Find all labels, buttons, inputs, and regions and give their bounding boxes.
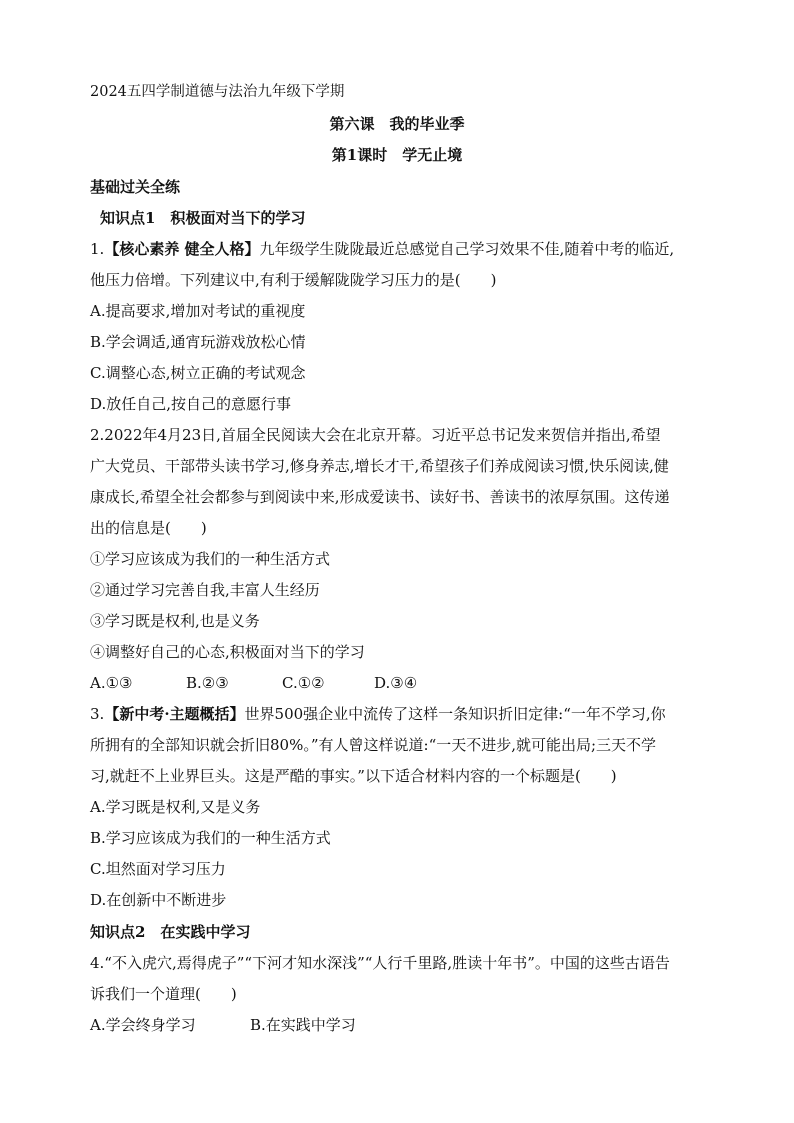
question-4-option-b: B.在实践中学习 — [250, 1016, 356, 1034]
question-1-option-d: D.放任自己,按自己的意愿行事 — [90, 395, 292, 413]
lesson-title: 第六课 我的毕业季 — [329, 115, 465, 133]
question-1-number: 1. — [90, 240, 105, 258]
question-2-option-b: B.②③ — [186, 674, 229, 692]
section-title: 基础过关全练 — [90, 178, 181, 196]
question-2-item-1: ①学习应该成为我们的一种生活方式 — [90, 550, 331, 568]
question-3-tag: 【新中考·主题概括】 — [104, 705, 245, 723]
question-1-text: 九年级学生陇陇最近总感觉自己学习效果不佳,随着中考的临近, — [259, 240, 675, 258]
question-1-option-a: A.提高要求,增加对考试的重视度 — [90, 302, 306, 320]
document-title: 2024五四学制道德与法治九年级下学期 — [90, 84, 345, 100]
question-3-option-b: B.学习应该成为我们的一种生活方式 — [90, 829, 331, 847]
question-3-option-a: A.学习既是权利,又是义务 — [90, 798, 261, 816]
period-title: 第1课时 学无止境 — [331, 146, 463, 164]
question-3-number: 3. — [90, 705, 105, 723]
question-2-option-d: D.③④ — [374, 674, 418, 692]
question-2-stem-line1: 2.2022年4月23日,首届全民阅读大会在北京开幕。习近平总书记发来贺信并指出,希望 — [90, 426, 661, 444]
question-3-stem-line2: 所拥有的全部知识就会折旧80%。”有人曾这样说道:“一天不进步,就可能出局;三天不学 — [90, 736, 657, 754]
question-2-item-4: ④调整好自己的心态,积极面对当下的学习 — [90, 643, 365, 661]
knowledge-point-2: 知识点2 在实践中学习 — [90, 923, 251, 941]
knowledge-point-1: 知识点1 积极面对当下的学习 — [100, 209, 306, 227]
question-1-stem — [90, 239, 674, 259]
question-2-item-2: ②通过学习完善自我,丰富人生经历 — [90, 581, 320, 599]
question-2-item-3: ③学习既是权利,也是义务 — [90, 612, 260, 630]
question-4-stem-line2: 诉我们一个道理( ) — [90, 985, 237, 1003]
question-4-stem-line1: 4.“不入虎穴,焉得虎子”“下河才知水深浅”“人行千里路,胜读十年书”。中国的这些古语告 — [90, 954, 670, 972]
question-2-option-c: C.①② — [282, 674, 325, 692]
question-4-options — [90, 1015, 356, 1035]
question-4-option-a: A.学会终身学习 — [90, 1016, 196, 1034]
question-1-stem-line2: 他压力倍增。下列建议中,有利于缓解陇陇学习压力的是( ) — [90, 271, 497, 289]
question-1-option-b: B.学会调适,通宵玩游戏放松心情 — [90, 333, 306, 351]
question-2-option-a: A.①③ — [90, 674, 133, 692]
question-2-stem-line3: 康成长,希望全社会都参与到阅读中来,形成爱读书、读好书、善读书的浓厚氛围。这传递 — [90, 488, 670, 506]
question-1-tag: 【核心素养 健全人格】 — [104, 240, 260, 258]
question-3-option-c: C.坦然面对学习压力 — [90, 860, 226, 878]
question-3-stem — [90, 704, 666, 724]
question-3-text: 世界500强企业中流传了这样一条知识折旧定律:“一年不学习,你 — [244, 705, 666, 723]
question-1-option-c: C.调整心态,树立正确的考试观念 — [90, 364, 306, 382]
question-2-stem-line4: 出的信息是( ) — [90, 519, 207, 537]
question-2-options — [90, 673, 417, 693]
question-2-stem-line2: 广大党员、干部带头读书学习,修身养志,增长才干,希望孩子们养成阅读习惯,快乐阅读,健 — [90, 457, 669, 475]
question-3-stem-line3: 习,就赶不上业界巨头。这是严酷的事实。”以下适合材料内容的一个标题是( ) — [90, 767, 617, 785]
question-3-option-d: D.在创新中不断进步 — [90, 891, 227, 909]
